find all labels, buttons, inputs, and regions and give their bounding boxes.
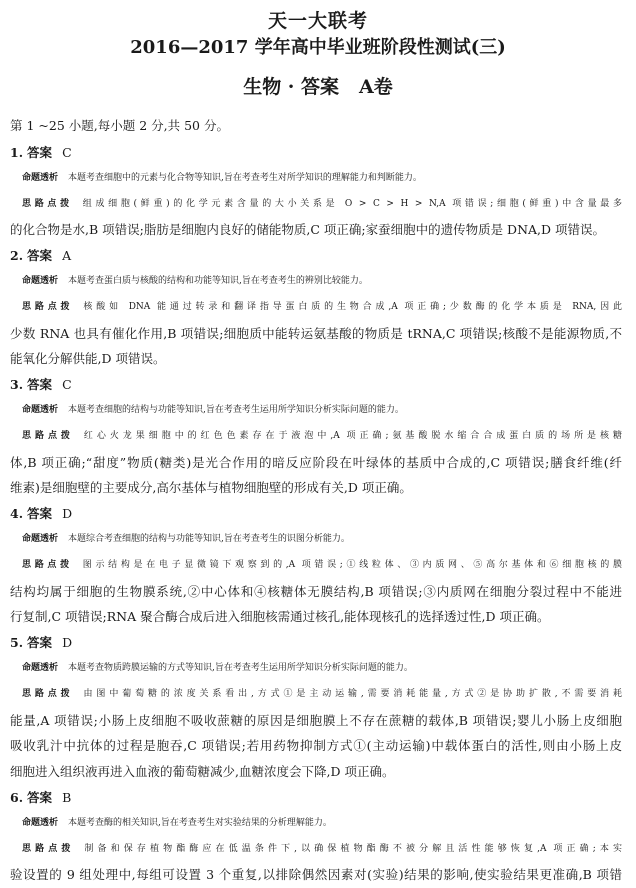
hint-line: 细胞进入组织液再进入血液的葡萄糖减少,血糖浓度会下降,D 项正确。 <box>10 764 395 780</box>
analysis-text: 本题考查细胞中的元素与化合物等知识,旨在考查考生对所学知识的理解能力和判断能力。 <box>68 172 422 183</box>
analysis-text: 本题综合考查细胞的结构与功能等知识,旨在考查考生的识图分析能力。 <box>68 533 350 544</box>
hint-line: 行复制,C 项错误;RNA 聚合酶合成后进入细胞核需通过核孔,能体现核孔的选择透过性,D 项正确。 <box>10 609 550 625</box>
answer-line <box>10 501 622 527</box>
hint-line: 结构均属于细胞的生物膜系统,②中心体和④核糖体无膜结构,B 项错误;③内质网在细胞分裂过程中不能进 <box>10 583 622 599</box>
hint-label: 思路点拨 <box>22 559 73 570</box>
hint-line <box>10 192 622 218</box>
analysis-line <box>10 811 622 837</box>
section-instructions: 第 1 ~25 小题,每小题 2 分,共 50 分。 <box>10 118 229 133</box>
hint-label: 思路点拨 <box>22 430 74 441</box>
question-4 <box>10 501 622 630</box>
answer-line <box>10 140 622 166</box>
question-number: 4. <box>10 506 24 522</box>
answer-label: 答案 <box>27 248 53 264</box>
answer-line <box>10 243 622 269</box>
hint-text: 制备和保存植物酯酶应在低温条件下,以确保植物酯酶不被分解且活性能够恢复,A 项正确;本实 <box>84 843 622 854</box>
question-2 <box>10 243 622 372</box>
analysis-label: 命题透析 <box>22 662 59 673</box>
analysis-label: 命题透析 <box>22 172 59 183</box>
answer-value: C <box>62 145 72 160</box>
answer-label: 答案 <box>27 377 53 393</box>
analysis-label: 命题透析 <box>22 404 59 415</box>
hint-line: 体,B 项正确;“甜度”物质(糖类)是光合作用的暗反应阶段在叶绿体的基质中合成的,C 项错误;膳食纤维(纤 <box>10 454 622 470</box>
answer-value: B <box>62 789 72 805</box>
analysis-text: 本题考查细胞的结构与功能等知识,旨在考查考生运用所学知识分析实际问题的能力。 <box>68 404 404 415</box>
answer-label: 答案 <box>27 145 53 160</box>
analysis-line <box>10 656 622 682</box>
analysis-text: 本题考查酶的相关知识,旨在考查考生对实验结果的分析理解能力。 <box>68 817 332 828</box>
hint-line: 吸收乳汁中抗体的过程是胞吞,C 项错误;若用药物抑制方式①(主动运输)中载体蛋白的活性,则由小肠上皮 <box>10 738 622 754</box>
answer-line <box>10 630 622 656</box>
exam-alliance-title: 天一大联考 <box>267 10 368 32</box>
analysis-text: 本题考查蛋白质与核酸的结构和功能等知识,旨在考查考生的辨别比较能力。 <box>68 275 368 286</box>
hint-line <box>10 295 622 321</box>
analysis-line <box>10 398 622 424</box>
answer-label: 答案 <box>27 506 53 522</box>
question-number: 6. <box>10 789 24 805</box>
answer-line <box>10 372 622 398</box>
hint-label: 思路点拨 <box>22 301 74 312</box>
questions-list <box>10 140 622 888</box>
hint-text: 图示结构是在电子显微镜下观察到的,A 项错误;①线粒体、③内质网、⑤高尔基体和⑥细胞核的膜 <box>82 559 622 570</box>
hint-label: 思路点拨 <box>22 688 74 699</box>
question-number: 1. <box>10 145 24 160</box>
subject-title <box>0 72 636 99</box>
analysis-line <box>10 269 622 295</box>
hint-line: 能氧化分解供能,D 项错误。 <box>10 351 166 367</box>
answer-value: A <box>62 248 72 264</box>
analysis-label: 命题透析 <box>22 533 59 544</box>
analysis-label: 命题透析 <box>22 817 59 828</box>
hint-line: 少数 RNA 也具有催化作用,B 项错误;细胞质中能转运氨基酸的物质是 tRNA,C 项错误;核酸不是能源物质,不 <box>10 325 622 341</box>
hint-text: 组成细胞(鲜重)的化学元素含量的大小关系是 O > C > H > N,A 项错误;细胞(鲜重)中含量最多 <box>82 198 622 209</box>
question-6 <box>10 785 622 888</box>
analysis-text: 本题考查物质跨膜运输的方式等知识,旨在考查考生运用所学知识分析实际问题的能力。 <box>68 662 413 673</box>
question-1 <box>10 140 622 243</box>
hint-text: 由图中葡萄糖的浓度关系看出,方式①是主动运输,需要消耗能量,方式②是协助扩散,不需要消耗 <box>83 688 622 699</box>
hint-line <box>10 837 622 863</box>
hint-line: 验设置的 9 组处理中,每组可设置 3 个重复,以排除偶然因素对(实验)结果的影响,使实验结果更准确,B 项错 <box>10 867 622 883</box>
analysis-line <box>10 527 622 553</box>
answer-label: 答案 <box>27 635 53 651</box>
hint-text: 红心火龙果细胞中的红色色素存在于液泡中,A 项正确;氨基酸脱水缩合合成蛋白质的场所是核糖 <box>83 430 622 441</box>
answer-value: D <box>62 635 73 651</box>
answer-value: D <box>62 506 73 522</box>
hint-line <box>10 424 622 450</box>
question-number: 3. <box>10 377 24 393</box>
hint-label: 思路点拨 <box>22 198 73 209</box>
answer-line <box>10 785 622 811</box>
question-5 <box>10 630 622 785</box>
answer-label: 答案 <box>27 789 53 805</box>
exam-series-title: 2016—2017 学年高中毕业班阶段性测试(三) <box>130 37 506 58</box>
analysis-label: 命题透析 <box>22 275 59 286</box>
hint-line <box>10 682 622 708</box>
analysis-line <box>10 166 622 192</box>
hint-label: 思路点拨 <box>22 843 75 854</box>
hint-line: 维素)是细胞壁的主要成分,高尔基体与植物细胞壁的形成有关,D 项正确。 <box>10 480 412 496</box>
hint-text: 核酸如 DNA 能通过转录和翻译指导蛋白质的生物合成,A 项正确;少数酶的化学本质是 RNA,因此 <box>83 301 622 312</box>
hint-line <box>10 553 622 579</box>
subject-label: 生物 · 答案 <box>243 76 340 98</box>
question-number: 5. <box>10 635 24 651</box>
hint-line: 能量,A 项错误;小肠上皮细胞不吸收蔗糖的原因是细胞膜上不存在蔗糖的载体,B 项错误;婴儿小肠上皮细胞 <box>10 712 622 728</box>
question-3 <box>10 372 622 501</box>
answer-value: C <box>62 377 72 393</box>
question-number: 2. <box>10 248 24 264</box>
paper-version: A卷 <box>359 76 393 98</box>
hint-line: 的化合物是水,B 项错误;脂肪是细胞内良好的储能物质,C 项正确;家蚕细胞中的遗传物质是 DNA,D 项错误。 <box>10 222 605 238</box>
